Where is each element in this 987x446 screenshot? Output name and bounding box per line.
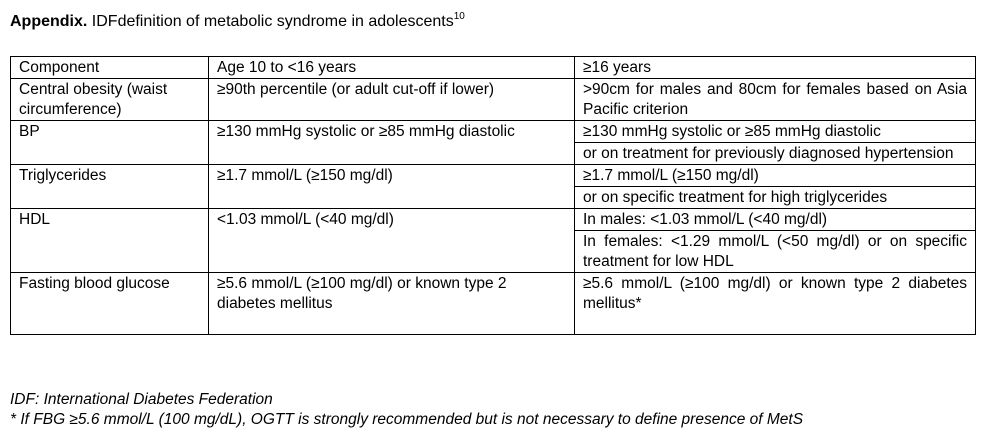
component-bp: BP bbox=[11, 121, 209, 165]
bp-age-16-plus-1: ≥130 mmHg systolic or ≥85 mmHg diastolic bbox=[575, 121, 976, 143]
caption-text: IDFdefinition of metabolic syndrome in adolescents bbox=[87, 13, 454, 30]
hdl-age-10-16: <1.03 mmol/L (<40 mg/dl) bbox=[209, 209, 575, 273]
hdl-age-16-plus-1: In males: <1.03 mmol/L (<40 mg/dl) bbox=[575, 209, 976, 231]
component-central-obesity: Central obesity (waist circumference) bbox=[11, 79, 209, 121]
header-age-10-16: Age 10 to <16 years bbox=[209, 57, 575, 79]
caption-reference: 10 bbox=[453, 11, 465, 22]
triglycerides-age-16-plus-1: ≥1.7 mmol/L (≥150 mg/dl) bbox=[575, 165, 976, 187]
component-triglycerides: Triglycerides bbox=[11, 165, 209, 209]
table-row bbox=[11, 273, 976, 335]
fbg-age-16-plus: ≥5.6 mmol/L (≥100 mg/dl) or known type 2 diabetes mellitus* bbox=[575, 273, 976, 335]
bp-age-16-plus-2: or on treatment for previously diagnosed hypertension bbox=[575, 143, 976, 165]
central-obesity-age-10-16: ≥90th percentile (or adult cut-off if lower) bbox=[209, 79, 575, 121]
header-component: Component bbox=[11, 57, 209, 79]
header-age-16-plus: ≥16 years bbox=[575, 57, 976, 79]
hdl-age-16-plus-2: In females: <1.29 mmol/L (<50 mg/dl) or on specific treatment for low HDL bbox=[575, 231, 976, 273]
table-caption bbox=[10, 12, 465, 32]
metabolic-syndrome-table bbox=[10, 56, 976, 335]
table-row bbox=[11, 79, 976, 121]
fbg-age-10-16: ≥5.6 mmol/L (≥100 mg/dl) or known type 2 diabetes mellitus bbox=[209, 273, 575, 335]
component-fasting-blood-glucose: Fasting blood glucose bbox=[11, 273, 209, 335]
table-row bbox=[11, 121, 976, 143]
footnotes bbox=[10, 390, 803, 430]
triglycerides-age-16-plus-2: or on specific treatment for high triglycerides bbox=[575, 187, 976, 209]
central-obesity-age-16-plus: >90cm for males and 80cm for females based on Asia Pacific criterion bbox=[575, 79, 976, 121]
table-row bbox=[11, 165, 976, 187]
footnote-fbg: * If FBG ≥5.6 mmol/L (100 mg/dL), OGTT is strongly recommended but is not necessary to define presence of MetS bbox=[10, 411, 804, 428]
bp-age-10-16: ≥130 mmHg systolic or ≥85 mmHg diastolic bbox=[209, 121, 575, 165]
triglycerides-age-10-16: ≥1.7 mmol/L (≥150 mg/dl) bbox=[209, 165, 575, 209]
footnote-abbreviation: IDF: International Diabetes Federation bbox=[10, 391, 273, 408]
caption-label: Appendix. bbox=[10, 13, 88, 30]
table-row bbox=[11, 209, 976, 231]
component-hdl: HDL bbox=[11, 209, 209, 273]
table-header-row bbox=[11, 57, 976, 79]
